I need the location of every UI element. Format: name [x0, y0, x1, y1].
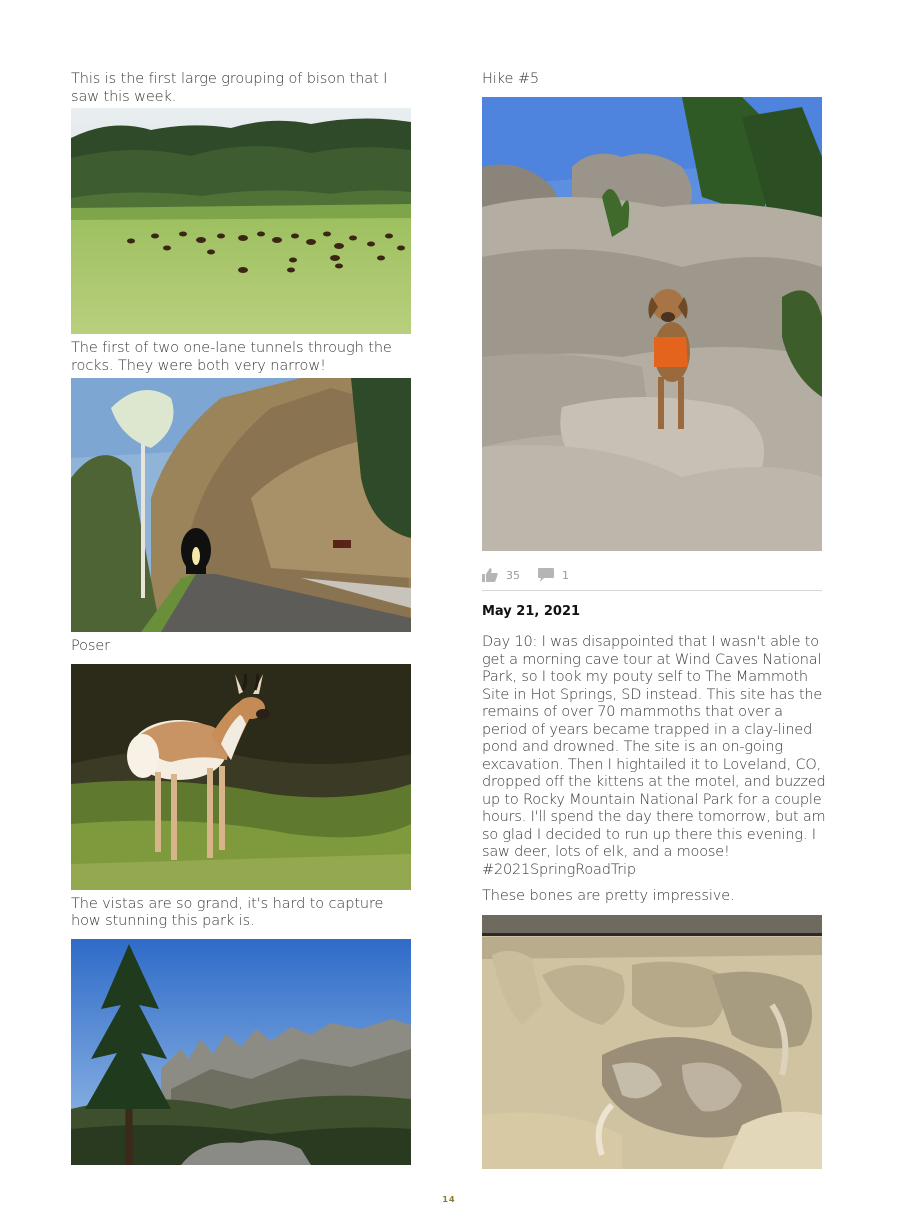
mammoth-bones-photo — [482, 915, 822, 1169]
like-reaction[interactable] — [482, 568, 520, 582]
comment-reaction[interactable] — [538, 568, 569, 582]
right-column — [482, 71, 822, 551]
thumbs-up-icon — [482, 568, 498, 582]
reactions-bar — [482, 560, 822, 591]
tunnel-photo — [71, 378, 411, 632]
vista-caption: The vistas are so grand, it's hard to capture how stunning this park is. — [71, 895, 384, 929]
post-date: May 21, 2021 — [482, 604, 581, 619]
bison-photo — [71, 108, 411, 334]
poser-caption: Poser — [71, 638, 111, 654]
tunnel-caption: The first of two one-lane tunnels through the rocks. They were both very narrow! — [71, 340, 392, 374]
bison-caption: This is the first large grouping of bison that I saw this week. — [71, 71, 388, 105]
hike-caption: Hike #5 — [482, 71, 540, 87]
post-body — [482, 634, 827, 879]
page-number: 14 — [442, 1195, 456, 1204]
bones-caption: These bones are pretty impressive. — [482, 888, 735, 904]
dog-hike-photo — [482, 97, 822, 551]
pronghorn-photo — [71, 664, 411, 890]
vista-photo — [71, 939, 411, 1165]
post-hashtag[interactable]: #2021SpringRoadTrip — [482, 861, 636, 878]
speech-bubble-icon — [538, 568, 554, 582]
likes-count: 35 — [506, 568, 520, 582]
post-text: Day 10: I was disappointed that I wasn't able to get a morning cave tour at Wind Caves National Park, so I took my pouty self to The Mammoth Site in Hot Springs, SD instead. This site has the remains of over 70 mammoths that over a period of years became trapped in a clay-lined pond and drowned. The site is an on-going excavation. Then I hightailed it to Loveland, CO, dropped off the kittens at the motel, and buzzed up to Rocky Mountain National Park for a couple hours. I'll spend the day there tomorrow, but am so glad I decided to run up there this evening. I saw deer, lots of elk, and a moose! — [482, 634, 826, 860]
comments-count: 1 — [562, 568, 569, 582]
left-column — [71, 71, 411, 1165]
